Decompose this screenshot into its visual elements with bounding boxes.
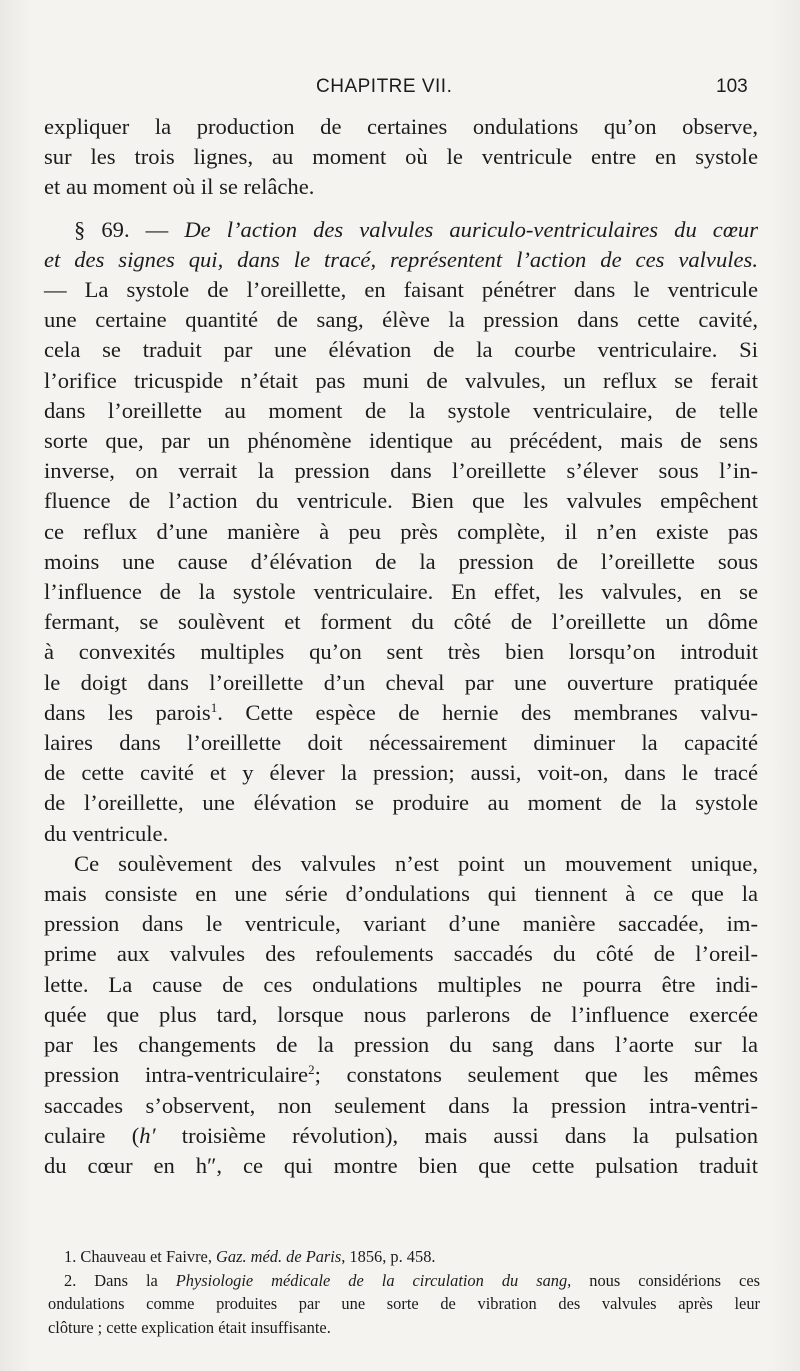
text-part: troisième révolution), mais aussi dans la pulsation — [155, 1122, 758, 1148]
text-part: h′ — [139, 1122, 156, 1148]
text-line: une certaine quantité de sang, élève la pression dans cette cavité, — [44, 307, 758, 333]
section-title-part: De l’action des valvules auriculo-ventriculaires du cœur — [184, 216, 758, 242]
text-part: ; constatons seulement que les mêmes — [314, 1062, 758, 1088]
text-line: inverse, on verrait la pression dans l’oreillette s’élever sous l’in- — [44, 458, 758, 484]
footnote-ref-1[interactable]: 1 — [210, 699, 218, 715]
running-header — [0, 76, 800, 104]
text-part: pression intra-ventriculaire — [44, 1062, 309, 1088]
journal-title: Gaz. méd. de Paris — [216, 1247, 342, 1266]
text-line: par les changements de la pression du sang dans l’aorte sur la — [44, 1032, 758, 1058]
footnote-2 — [48, 1269, 760, 1293]
text-line: l’influence de la systole ventriculaire. En effet, les valvules, en se — [44, 579, 758, 605]
text-line: fluence de l’action du ventricule. Bien que les valvules empêchent — [44, 488, 758, 514]
footnote-ref-2[interactable]: 2 — [308, 1062, 315, 1078]
text-line: lette. La cause de ces ondulations multiples ne pourra être indi- — [44, 971, 758, 997]
text-line: du cœur en h″, ce qui montre bien que cette pulsation traduit — [44, 1152, 758, 1178]
text-line: Ce soulèvement des valvules n’est point un mouvement unique, — [74, 850, 758, 876]
text-line: quée que plus tard, lorsque nous parlerons de l’influence exercée — [44, 1001, 758, 1027]
text-line: cela se traduit par une élévation de la courbe ventriculaire. Si — [44, 337, 758, 363]
text-line: saccades s’observent, non seulement dans la pression intra-ventri- — [44, 1092, 758, 1118]
section-heading-line — [44, 245, 758, 275]
text-line — [44, 698, 758, 728]
footnote-2-line: clôture ; cette explication était insuffisante. — [48, 1317, 331, 1337]
text-part: . Cette espèce de hernie des membranes valvu- — [217, 699, 759, 725]
paragraph-1 — [44, 112, 758, 203]
text-line: et au moment où il se relâche. — [44, 174, 315, 200]
text-part: 2. Dans la — [64, 1270, 176, 1290]
text-line: sorte que, par un phénomène identique au précédent, mais de sens — [44, 428, 758, 454]
footnotes — [48, 1245, 760, 1339]
footnote-2-line: ondulations comme produites par une sorte de vibration des valvules après leur — [48, 1294, 760, 1314]
section-heading-line — [44, 215, 758, 245]
book-title: Physiologie médicale de la circulation du sang, — [175, 1270, 572, 1290]
text-line: l’orifice tricuspide n’était pas muni de valvules, un reflux se ferait — [44, 367, 758, 393]
text-line — [44, 1121, 758, 1151]
chapter-title: CHAPITRE VII. — [316, 76, 453, 97]
text-line: de l’oreillette, une élévation se produire au moment de la systole — [44, 790, 758, 816]
page-number: 103 — [716, 76, 748, 97]
text-part: culaire ( — [44, 1122, 140, 1148]
section-number: § 69. — — [74, 216, 185, 242]
text-part: dans les parois — [44, 699, 211, 725]
text-line: mais consiste en une série d’ondulations qui tiennent à ce que la — [44, 881, 758, 907]
text-line: fermant, se soulèvent et forment du côté de l’oreillette un dôme — [44, 609, 758, 635]
text-line: prime aux valvules des refoulements saccadés du côté de l’oreil- — [44, 941, 758, 967]
footnote-1 — [48, 1245, 760, 1269]
text-line: à convexités multiples qu’on sent très bien lorsqu’on introduit — [44, 639, 758, 665]
main-text — [44, 112, 758, 1181]
section-69 — [44, 215, 758, 849]
text-line: de cette cavité et y élever la pression; aussi, voit-on, dans le tracé — [44, 760, 758, 786]
section-title-part: et des signes qui, dans le tracé, représentent l’action de ces valvules. — [44, 246, 758, 272]
text-line: dans l’oreillette au moment de la systole ventriculaire, de telle — [44, 397, 758, 423]
text-line: sur les trois lignes, au moment où le ventricule entre en systole — [44, 144, 758, 170]
paragraph-3 — [44, 849, 758, 1181]
text-line: du ventricule. — [44, 820, 169, 846]
text-line: expliquer la production de certaines ondulations qu’on observe, — [44, 114, 758, 139]
text-part: , 1856, p. 458. — [341, 1247, 436, 1266]
text-line: — La systole de l’oreillette, en faisant pénétrer dans le ventricule — [44, 277, 758, 303]
text-part: nous considérions ces — [571, 1270, 760, 1290]
text-part: 1. Chauveau et Faivre, — [64, 1247, 217, 1266]
text-line: pression dans le ventricule, variant d’une manière saccadée, im- — [44, 911, 758, 937]
text-line: moins une cause d’élévation de la pression de l’oreillette sous — [44, 548, 758, 574]
text-line — [44, 1060, 758, 1090]
text-line: ce reflux d’une manière à peu près complète, il n’en existe pas — [44, 518, 758, 544]
text-line: laires dans l’oreillette doit nécessairement diminuer la capacité — [44, 730, 758, 756]
text-line: le doigt dans l’oreillette d’un cheval par une ouverture pratiquée — [44, 669, 758, 695]
